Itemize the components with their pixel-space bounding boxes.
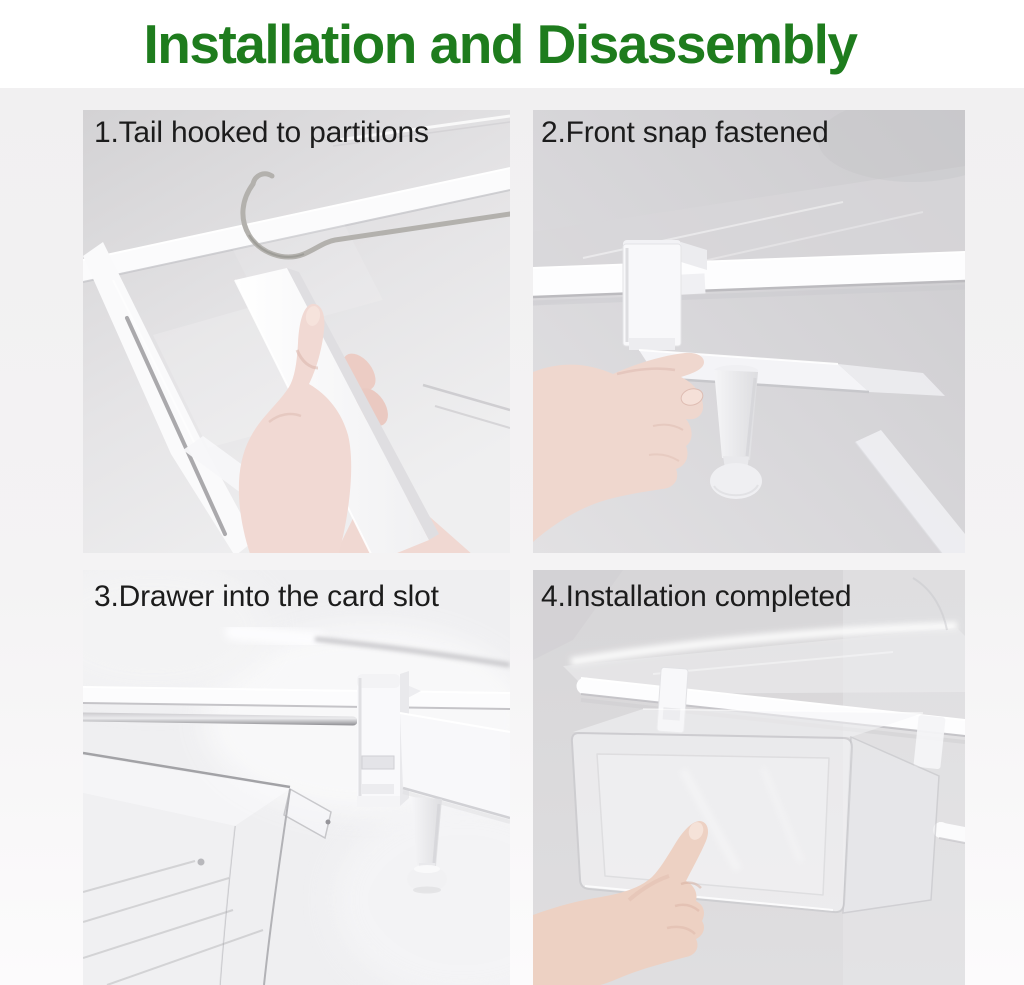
step1-caption: 1.Tail hooked to partitions xyxy=(94,116,429,149)
metal-rod xyxy=(83,717,353,721)
page-title: Installation and Disassembly xyxy=(143,12,857,75)
title-bar xyxy=(0,0,1024,88)
step1-illustration xyxy=(83,110,510,553)
instruction-board xyxy=(0,88,1024,985)
step3-caption: 3.Drawer into the card slot xyxy=(94,580,439,613)
snap-clip-right xyxy=(913,715,945,770)
step4-illustration xyxy=(533,570,965,985)
step2-illustration xyxy=(533,110,965,553)
step2-caption: 2.Front snap fastened xyxy=(541,116,829,149)
step3-photo xyxy=(83,570,510,985)
step2-photo xyxy=(533,110,965,553)
step3-illustration xyxy=(83,570,510,985)
step1-photo xyxy=(83,110,510,553)
step4-photo xyxy=(533,570,965,985)
step4-caption: 4.Installation completed xyxy=(541,580,852,613)
